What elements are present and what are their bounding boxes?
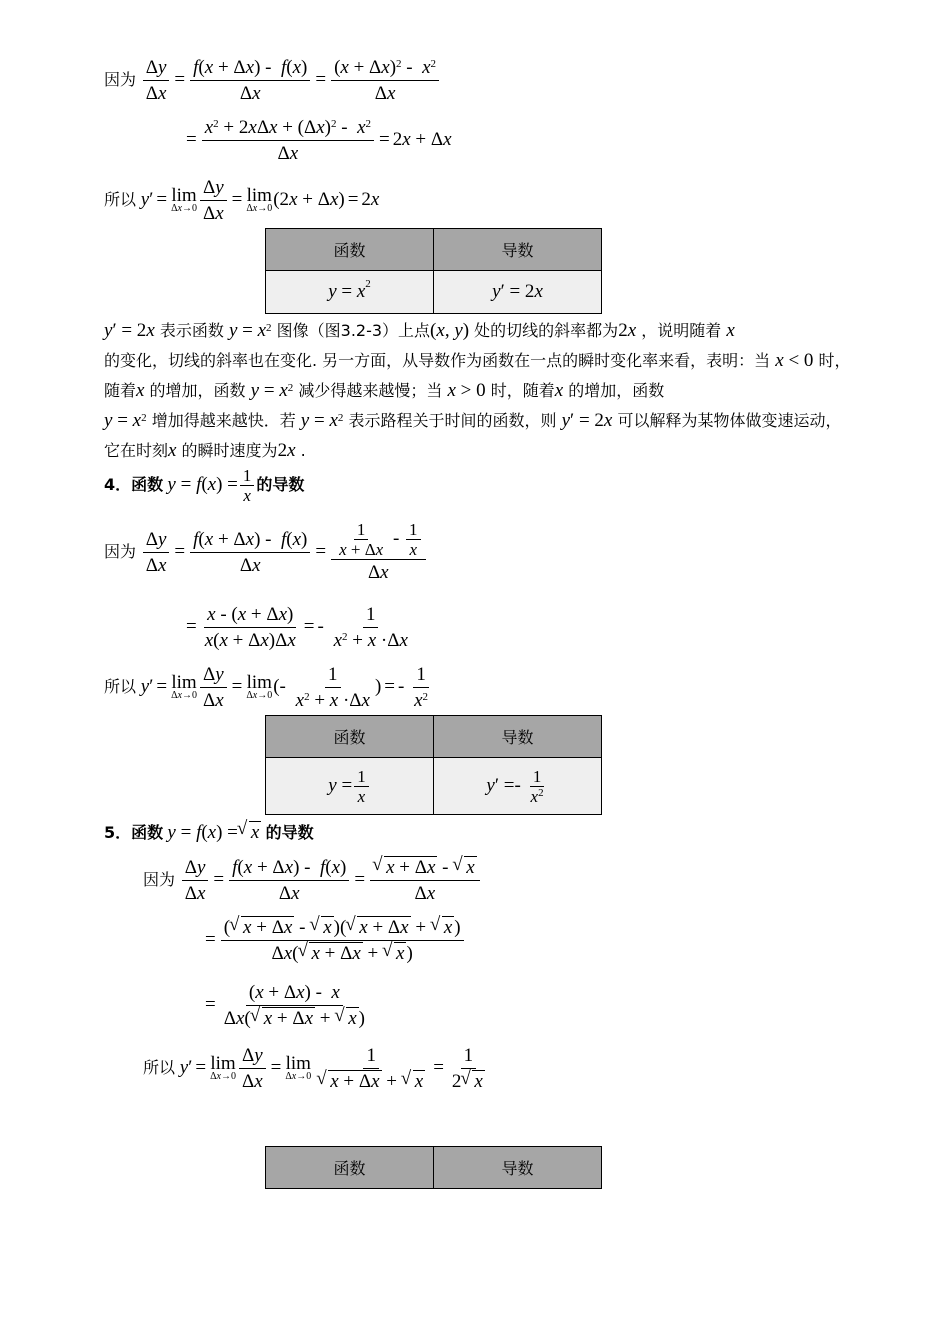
- derivation-recip-limit: 所以 y′ = lim Δx→0 $\frac{\Delta y}{\Delta x}$ = lim Δx→0 (- $\frac{1}{x^2 + x \cdot\Delta x}$ ) = - $\frac{1}{x^2}$: [104, 664, 429, 711]
- table-header-derivative: 导数: [434, 229, 602, 271]
- table-header-function: 函数: [266, 1147, 434, 1189]
- derivative-table-sqrt: [265, 1146, 602, 1189]
- because-label: 因为: [104, 69, 137, 89]
- derivation-recip-line2: = $\frac{x - (x + \Delta x)}{x(x + \Delta x)\Delta x}$ = - $\frac{1}{x^2 + x \cdot\Delta x}$: [186, 604, 408, 651]
- table-cell-derivative: y′ =- $\frac{1}{x^2}$: [434, 758, 602, 815]
- derivative-table-recip: [265, 715, 602, 815]
- explanation-paragraph: y′ = 2x 表示函数 $y = x^2$ 图像（图3.2-3）上点(x, y) 处的切线的斜率都为2x ，说明随着 x 的变化，切线的斜率也在变化. 另一方面，从导数作为函数在一点的瞬时变化率来看，表明：当 x < 0 时，随着x 的增加，函数 $y = x^2$ 减少得越来越慢；当 x > 0 时，随着x 的增加，函数 $y = x^2$ 增加得越来越快．若 $y = x^2$ 表示路程关于时间的函数，则 y′ = 2x 可以解释为某物体做变速运动，它在时刻x 的瞬时速度为2x .: [104, 320, 851, 461]
- derivation-sqrt-limit: 所以 y′ = lim Δx→0 $\frac{\Delta y}{\Delta x}$ = lim Δx→0 1 √ x + Δx + √ x = $\frac{1}{2√ x}$: [143, 1043, 490, 1094]
- derivation-sqrt-line3: = $\frac{(x + \Delta x) - x}{\Delta x(√ x + \Delta x + √ x )}$: [202, 980, 370, 1031]
- derivation-sqrt-line2: = $\frac{(√ x + \Delta x - √ x )(√ x + \Delta x + √ x )}{\Delta x(√ x + \Delta x + √ x )}$: [202, 915, 466, 966]
- table-header-derivative: 导数: [434, 1147, 602, 1189]
- table-cell-derivative: y′ = 2x: [434, 271, 602, 314]
- derivation-x2-line2: = $\frac{x^2 + 2x\Delta x + (\Delta x)^2 - x^2}{\Delta x}$ = 2x + Δx: [186, 117, 452, 164]
- table-header-function: 函数: [266, 229, 434, 271]
- table-cell-function: $y = x^2$: [266, 271, 434, 314]
- derivative-table-x2: [265, 228, 602, 314]
- derivation-x2-limit: 所以 y′ = lim Δx→0 $\frac{\Delta y}{\Delta x}$ = lim Δx→0 (2x + Δx) = 2x: [104, 177, 380, 224]
- derivation-recip-line1: 因为 $\frac{\Delta y}{\Delta x}$ = $\frac{f(x + \Delta x) - f(x)}{\Delta x}$ = $\frac{1}{x + \Delta x}$ - $\frac{1}{x}$ Δx: [104, 520, 428, 585]
- derivation-sqrt-line1: 因为 $\frac{\Delta y}{\Delta x}$ = $\frac{f(x + \Delta x) - f(x)}{\Delta x}$ = √ $\frac{x + \Delta x - √ x}{\Delta x}$: [143, 855, 482, 906]
- so-label: 所以: [104, 189, 137, 209]
- table-header-derivative: 导数: [434, 716, 602, 758]
- table-cell-function: y = $\frac{1}{x}$: [266, 758, 434, 815]
- section-4-heading: 4．函数 y = f(x) = $\frac{1}{x}$ 的导数: [104, 466, 305, 505]
- table-header-function: 函数: [266, 716, 434, 758]
- section-5-heading: 5．函数 y = f(x) =√ x 的导数: [104, 820, 314, 844]
- derivation-x2-line1: 因为 $\frac{\Delta y}{\Delta x}$ = $\frac{f(x + \Delta x) - f(x)}{\Delta x}$ = $\frac{(x + \Delta x)^2 - x^2}{\Delta x}$: [104, 55, 441, 106]
